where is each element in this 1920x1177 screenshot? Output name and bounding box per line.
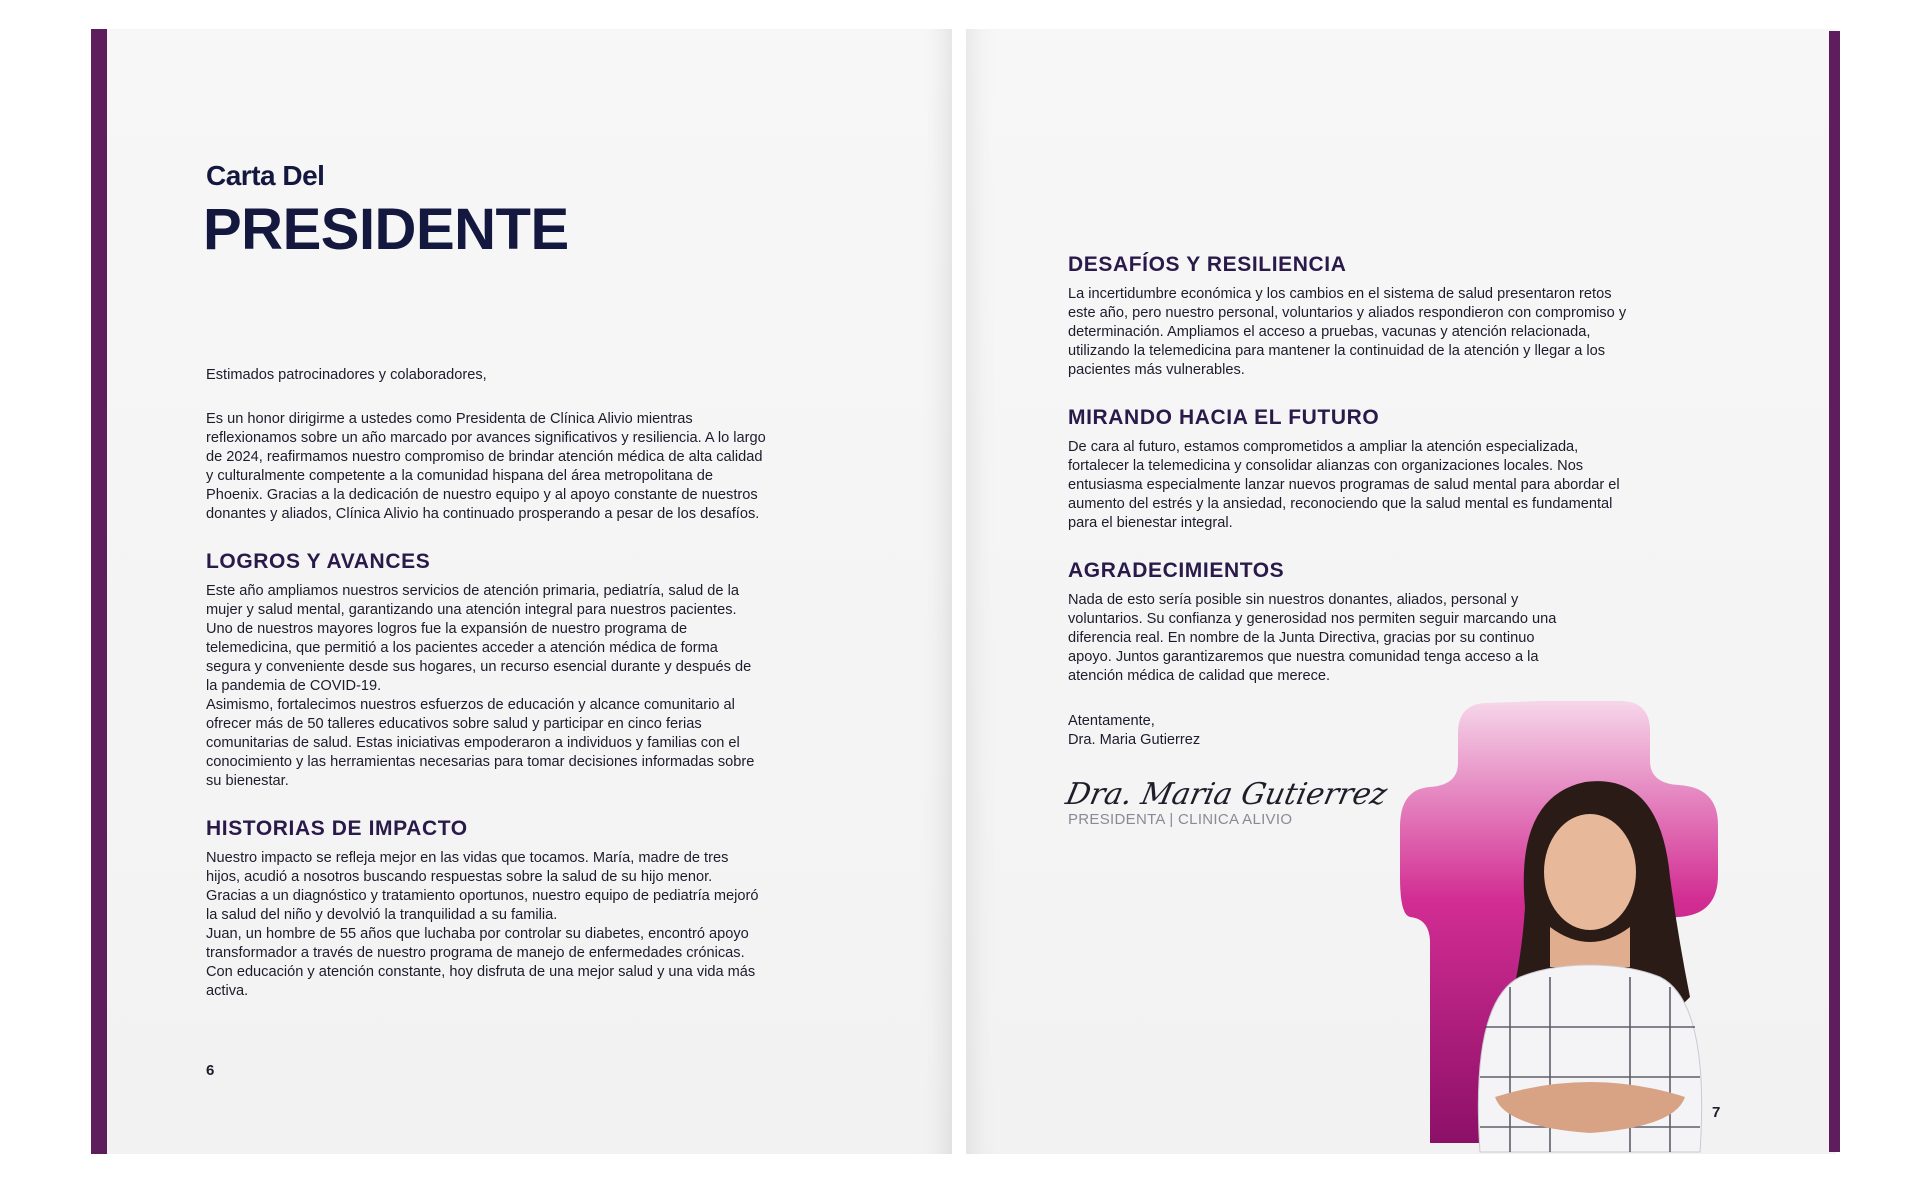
historias-paragraph-1: Nuestro impacto se refleja mejor en las vidas que tocamos. María, madre de tres hijos, acudió a nosotros buscando respuestas sobre la salud de su hijo menor. Gracias a un diagnóstico y tratamiento oportunos, nuestro equipo de pediatría mejoró la salud del niño y devolvió la tranquilidad a su familia. [206, 850, 759, 923]
signer-name: Dra. Maria Gutierrez [1068, 732, 1201, 748]
section-heading-agradecimientos: AGRADECIMIENTOS [1068, 559, 1285, 582]
page-title: PRESIDENTE [203, 197, 569, 262]
salutation: Estimados patrocinadores y colaboradores, [206, 367, 487, 383]
president-portrait [1440, 697, 1740, 1152]
page-number-right: 7 [1712, 1104, 1721, 1121]
section-heading-desafios: DESAFÍOS Y RESILIENCIA [1068, 253, 1347, 276]
logros-paragraph-2: Asimismo, fortalecimos nuestros esfuerzos de educación y alcance comunitario al ofrecer más de 50 talleres educativos sobre salud y participar en cinco ferias comunitarias de salud. Estas iniciativas empoderaron a individuos y familias con el conocimiento y las herramientas necesarias para tomar decisiones informadas sobre su bienestar. [206, 697, 755, 789]
closing: Atentamente, [1068, 713, 1155, 729]
historias-paragraph-2: Juan, un hombre de 55 años que luchaba por controlar su diabetes, encontró apoyo transformador a través de nuestro programa de manejo de enfermedades crónicas. Con educación y atención constante, hoy disfruta de una mejor salud y una vida más activa. [206, 926, 756, 999]
letter-left-column [206, 366, 766, 1001]
desafios-paragraph: La incertidumbre económica y los cambios en el sistema de salud presentaron retos este año, pero nuestro personal, voluntarios y aliados respondieron con compromiso y determinación. Ampliamos el acceso a pruebas, vacunas y atención relacionada, utilizando la telemedicina para mantener la continuidad de la atención y llegar a los pacientes más vulnerables. [1068, 286, 1627, 378]
signature-text: Dra. Maria Gutierrez [1062, 777, 1391, 812]
agradecimientos-paragraph: Nada de esto sería posible sin nuestros donantes, aliados, personal y voluntarios. Su confianza y generosidad nos permiten seguir marcando una diferencia real. En nombre de la Junta Directiva, gracias por su continuo apoyo. Juntos garantizaremos que nuestra comunidad tenga acceso a la atención médica de calidad que merece. [1068, 592, 1557, 684]
page-number-left: 6 [206, 1062, 215, 1079]
signer-role: PRESIDENTA | CLINICA ALIVIO [1068, 811, 1293, 828]
futuro-paragraph: De cara al futuro, estamos comprometidos a ampliar la atención especializada, fortalecer la telemedicina y consolidar alianzas con organizaciones locales. Nos entusiasma especialmente lanzar nuevos programas de salud mental para abordar el aumento del estrés y la ansiedad, reconociendo que la salud mental es fundamental para el bienestar integral. [1068, 439, 1620, 531]
section-heading-logros: LOGROS Y AVANCES [206, 550, 431, 573]
section-heading-historias: HISTORIAS DE IMPACTO [206, 817, 468, 840]
left-page-edge [91, 29, 107, 1154]
section-heading-futuro: MIRANDO HACIA EL FUTURO [1068, 406, 1380, 429]
intro-paragraph: Es un honor dirigirme a ustedes como Presidenta de Clínica Alivio mientras reflexionamos sobre un año marcado por avances significativos y resiliencia. A lo largo de 2024, reafirmamos nuestro compromiso de brindar atención médica de alta calidad y culturalmente competente a la comunidad hispana del área metropolitana de Phoenix. Gracias a la dedicación de nuestro equipo y al apoyo constante de nuestros donantes y aliados, Clínica Alivio ha continuado prosperando a pesar de los desafíos. [206, 411, 766, 522]
letter-right-column [1068, 253, 1628, 750]
right-page-edge [1829, 31, 1840, 1152]
logros-paragraph-1: Este año ampliamos nuestros servicios de atención primaria, pediatría, salud de la mujer y salud mental, garantizando una atención integral para nuestros pacientes. Uno de nuestros mayores logros fue la expansión de nuestro programa de telemedicina, que permitió a los pacientes acceder a atención médica de forma segura y conveniente desde sus hogares, un recurso esencial durante y después de la pandemia de COVID-19. [206, 583, 752, 694]
face-shape [1544, 814, 1636, 930]
title-prefix: Carta Del [206, 160, 325, 191]
